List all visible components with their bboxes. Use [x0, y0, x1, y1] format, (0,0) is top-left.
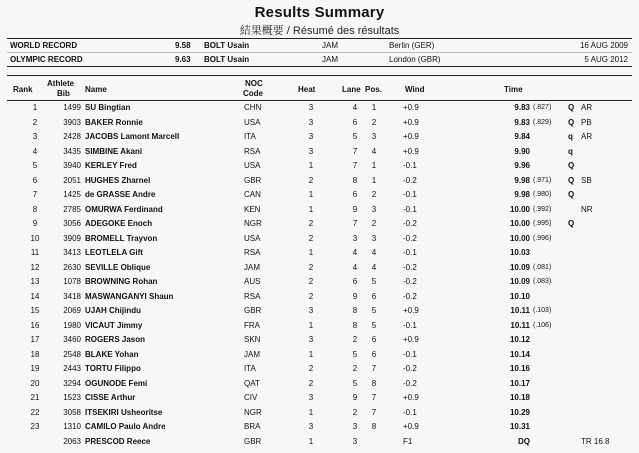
reaction-cell: (.081) [533, 263, 552, 271]
record-note-cell: AR [581, 103, 593, 112]
reaction-cell: (.996) [533, 234, 552, 242]
athlete-name: MASWANGANYI Shaun [85, 291, 174, 301]
bib-cell: 3413 [63, 248, 81, 257]
time-cell: 10.11 [510, 320, 530, 330]
heat-cell: 2 [308, 378, 314, 388]
reaction-cell: (.971) [533, 176, 552, 184]
time-cell: 10.10 [509, 291, 530, 301]
lane-cell: 5 [352, 378, 358, 388]
table-row [7, 275, 632, 290]
table-row [7, 261, 632, 276]
bib-cell: 1980 [63, 320, 81, 330]
wind-cell: +0.9 [403, 335, 419, 344]
table-row [7, 362, 632, 377]
noc-cell: GBR [244, 175, 262, 185]
noc-cell: GBR [244, 306, 262, 315]
wind-cell: +0.9 [403, 306, 419, 315]
rank-cell: 15 [30, 306, 40, 315]
record-date: 5 AUG 2012 [584, 55, 628, 64]
bib-cell: 1425 [63, 190, 81, 199]
table-row [7, 435, 632, 450]
reaction-cell: (.083) [533, 278, 552, 285]
position-cell: 7 [371, 407, 377, 417]
olympic-record-row [7, 52, 632, 66]
bib-cell: 2630 [63, 262, 81, 272]
record-note-cell: PB [581, 117, 592, 127]
time-cell: 10.12 [509, 335, 530, 344]
lane-cell: 6 [352, 190, 358, 199]
records-box [7, 38, 632, 67]
position-cell: 4 [371, 262, 377, 272]
time-cell: 9.90 [514, 146, 530, 156]
wind-cell: -0.1 [403, 161, 417, 170]
qualifier-cell: q [568, 132, 573, 141]
heat-cell: 3 [308, 393, 314, 402]
time-cell: 9.96 [514, 161, 530, 170]
record-label: WORLD RECORD [10, 41, 78, 50]
bib-cell: 2548 [63, 349, 81, 359]
athlete-name: OMURWA Ferdinand [85, 204, 163, 214]
time-cell: 10.09 [509, 262, 530, 272]
lane-cell: 6 [352, 277, 358, 286]
athlete-name: VICAUT Jimmy [85, 320, 143, 330]
position-cell: 1 [371, 175, 377, 185]
table-row [7, 290, 632, 305]
position-cell: 5 [371, 277, 377, 286]
record-venue: London (GBR) [389, 55, 441, 64]
wind-cell: +0.9 [403, 117, 419, 127]
table-row [7, 159, 632, 174]
col-bib-line2: Bib [57, 89, 70, 98]
record-holder: BOLT Usain [204, 55, 250, 64]
athlete-name: ITSEKIRI Usheoritse [85, 407, 163, 417]
col-heat: Heat [298, 85, 316, 94]
rank-cell: 7 [32, 190, 38, 199]
heat-cell: 1 [308, 190, 314, 199]
rank-cell: 5 [32, 161, 38, 170]
col-name: Name [85, 85, 107, 94]
qualifier-cell: Q [568, 161, 575, 170]
lane-cell: 2 [352, 364, 358, 373]
lane-cell: 7 [352, 219, 358, 228]
position-cell: 3 [371, 132, 377, 141]
position-cell: 1 [371, 103, 377, 112]
noc-cell: USA [244, 233, 261, 243]
lane-cell: 9 [352, 291, 358, 301]
athlete-name: BROWNING Rohan [85, 277, 158, 286]
time-cell: DQ [518, 436, 530, 446]
rank-cell: 23 [30, 422, 40, 431]
table-row [7, 333, 632, 348]
noc-cell: CHN [244, 103, 262, 112]
heat-cell: 1 [308, 161, 314, 170]
position-cell: 4 [371, 248, 377, 257]
heat-cell: 3 [308, 335, 314, 344]
athlete-name: PRESCOD Reece [85, 436, 151, 446]
table-row [7, 174, 632, 189]
wind-cell: -0.2 [403, 175, 417, 185]
reaction-cell: (.995) [533, 220, 552, 227]
position-cell: 8 [371, 378, 377, 388]
noc-cell: CAN [244, 190, 261, 199]
rank-cell: 6 [32, 175, 38, 185]
heat-cell: 3 [308, 146, 314, 156]
rank-cell: 21 [30, 393, 40, 402]
reaction-cell: (.106) [533, 321, 552, 329]
heat-cell: 2 [308, 364, 314, 373]
wind-cell: -0.2 [403, 291, 417, 301]
position-cell: 7 [371, 393, 377, 402]
bib-cell: 3460 [63, 335, 81, 344]
col-bib-line1: Athlete [47, 79, 75, 88]
reaction-cell: (.103) [533, 307, 552, 314]
wind-cell: -0.1 [403, 204, 417, 214]
table-row [7, 377, 632, 392]
heat-cell: 3 [308, 117, 314, 127]
noc-cell: QAT [244, 378, 260, 388]
rank-cell: 8 [32, 204, 38, 214]
heat-cell: 2 [308, 262, 314, 272]
position-cell: 3 [371, 233, 377, 243]
rank-cell: 22 [30, 407, 40, 417]
noc-cell: NGR [244, 219, 262, 228]
col-time: Time [504, 85, 523, 94]
heat-cell: 2 [308, 219, 314, 228]
lane-cell: 9 [352, 393, 358, 402]
record-date: 16 AUG 2009 [579, 41, 628, 50]
rank-cell: 3 [32, 132, 38, 141]
qualifier-cell: Q [568, 117, 575, 127]
athlete-name: BAKER Ronnie [85, 117, 143, 127]
rank-cell: 2 [32, 117, 38, 127]
bib-cell: 2428 [63, 132, 81, 141]
rank-cell: 16 [30, 320, 40, 330]
reaction-cell: (.980) [533, 191, 552, 198]
time-cell: 9.98 [514, 190, 530, 199]
table-row [7, 348, 632, 363]
record-label: OLYMPIC RECORD [10, 55, 83, 64]
noc-cell: USA [244, 161, 261, 170]
heat-cell: 2 [308, 277, 314, 286]
athlete-name: ROGERS Jason [85, 335, 146, 344]
position-cell: 6 [371, 335, 377, 344]
table-row [7, 116, 632, 131]
time-cell: 9.84 [514, 132, 530, 141]
col-lane: Lane [342, 85, 361, 94]
athlete-name: TORTU Filippo [85, 364, 141, 373]
lane-cell: 7 [352, 161, 358, 170]
noc-cell: ITA [244, 364, 256, 373]
bib-cell: 3294 [63, 378, 81, 388]
noc-cell: USA [244, 117, 261, 127]
athlete-name: UJAH Chijindu [85, 306, 141, 315]
time-cell: 9.83 [514, 103, 530, 112]
rank-cell: 13 [30, 277, 40, 286]
qualifier-cell: q [568, 146, 573, 156]
lane-cell: 4 [352, 262, 358, 272]
bib-cell: 3418 [63, 291, 81, 301]
wind-cell: -0.2 [403, 219, 417, 228]
bib-cell: 1499 [63, 103, 81, 112]
rank-cell: 9 [32, 219, 38, 228]
position-cell: 2 [371, 219, 377, 228]
noc-cell: AUS [244, 277, 261, 286]
wind-cell: -0.1 [403, 190, 417, 199]
position-cell: 5 [371, 320, 377, 330]
heat-cell: 1 [308, 436, 314, 446]
athlete-name: SEVILLE Oblique [85, 262, 151, 272]
wind-cell: +0.9 [403, 422, 419, 431]
wind-cell: +0.9 [403, 132, 419, 141]
bib-cell: 2443 [63, 364, 81, 373]
time-cell: 10.18 [509, 393, 530, 402]
time-cell: 10.29 [509, 407, 530, 417]
rank-cell: 12 [30, 262, 40, 272]
time-cell: 10.00 [509, 204, 530, 214]
bib-cell: 3056 [63, 219, 81, 228]
rank-cell: 4 [32, 146, 38, 156]
wind-cell: -0.2 [403, 378, 417, 388]
rank-cell: 11 [30, 248, 40, 257]
rank-cell: 18 [30, 349, 40, 359]
noc-cell: GBR [244, 436, 262, 446]
table-row [7, 406, 632, 421]
position-cell: 1 [371, 161, 377, 170]
bib-cell: 1523 [63, 393, 81, 402]
position-cell: 4 [371, 146, 377, 156]
lane-cell: 3 [352, 422, 358, 431]
table-row [7, 130, 632, 145]
lane-cell: 9 [352, 204, 358, 214]
table-row [7, 391, 632, 406]
wind-cell: -0.2 [403, 233, 417, 243]
time-cell: 10.00 [509, 233, 530, 243]
wind-cell: -0.2 [403, 364, 417, 373]
results-table [7, 75, 632, 449]
bib-cell: 2051 [63, 175, 81, 185]
record-venue: Berlin (GER) [389, 41, 435, 50]
table-row [7, 420, 632, 435]
athlete-name: BROMELL Trayvon [85, 233, 158, 243]
heat-cell: 1 [308, 248, 314, 257]
record-time: 9.63 [175, 55, 191, 64]
rank-cell: 14 [30, 291, 40, 301]
lane-cell: 8 [352, 175, 358, 185]
world-record-row [7, 39, 632, 52]
bib-cell: 1310 [63, 422, 81, 431]
athlete-name: OGUNODE Femi [85, 378, 148, 388]
wind-cell: -0.2 [403, 277, 417, 286]
noc-cell: RSA [244, 248, 261, 257]
record-note-cell: SB [581, 175, 592, 185]
wind-cell: -0.1 [403, 320, 417, 330]
bib-cell: 3903 [63, 117, 81, 127]
qualifier-cell: Q [568, 103, 575, 112]
wind-cell: -0.2 [403, 262, 417, 272]
table-row [7, 188, 632, 203]
noc-cell: NGR [244, 407, 262, 417]
bib-cell: 3940 [63, 161, 81, 170]
qualifier-cell: Q [568, 219, 575, 228]
qualifier-cell: Q [568, 175, 575, 185]
time-cell: 10.11 [510, 306, 530, 315]
noc-cell: ITA [244, 132, 256, 141]
table-row [7, 319, 632, 334]
heat-cell: 2 [308, 291, 314, 301]
lane-cell: 5 [352, 132, 358, 141]
lane-cell: 4 [352, 103, 358, 112]
col-pos: Pos. [365, 85, 382, 94]
table-row [7, 101, 632, 116]
record-time: 9.58 [175, 41, 191, 50]
bib-cell: 2063 [63, 436, 81, 446]
athlete-name: JACOBS Lamont Marcell [85, 132, 180, 141]
table-row [7, 145, 632, 160]
athlete-name: BLAKE Yohan [85, 349, 139, 359]
position-cell: 6 [371, 291, 377, 301]
wind-cell: -0.1 [403, 248, 417, 257]
noc-cell: BRA [244, 422, 261, 431]
athlete-name: HUGHES Zharnel [85, 175, 151, 185]
heat-cell: 1 [308, 320, 314, 330]
results-body [7, 101, 632, 449]
athlete-name: LEOTLELA Gift [85, 248, 143, 257]
time-cell: 10.14 [509, 349, 530, 359]
time-cell: 10.16 [509, 364, 530, 373]
position-cell: 2 [371, 117, 377, 127]
heat-cell: 1 [308, 204, 314, 214]
noc-cell: JAM [244, 349, 260, 359]
lane-cell: 7 [352, 146, 358, 156]
heat-cell: 3 [308, 422, 314, 431]
lane-cell: 8 [352, 306, 358, 315]
position-cell: 6 [371, 349, 377, 359]
position-cell: 5 [371, 306, 377, 315]
athlete-name: SU Bingtian [85, 103, 131, 112]
position-cell: 8 [371, 422, 377, 431]
noc-cell: FRA [244, 320, 260, 330]
bib-cell: 1078 [63, 277, 81, 286]
heat-cell: 3 [308, 132, 314, 141]
noc-cell: JAM [244, 262, 260, 272]
col-noc-line1: NOC [245, 79, 263, 88]
page-title: Results Summary [254, 4, 385, 21]
position-cell: 7 [371, 364, 377, 373]
noc-cell: SKN [244, 335, 261, 344]
athlete-name: CAMILO Paulo Andre [85, 422, 166, 431]
lane-cell: 3 [352, 233, 358, 243]
reaction-cell: (.827) [533, 104, 552, 111]
col-rank: Rank [13, 85, 33, 94]
time-cell: 10.03 [509, 248, 530, 257]
wind-cell: F1 [403, 436, 413, 446]
time-cell: 10.00 [509, 219, 530, 228]
record-noc: JAM [322, 41, 338, 50]
bib-cell: 3909 [63, 233, 81, 243]
reaction-cell: (.992) [533, 205, 552, 213]
time-cell: 10.31 [509, 422, 530, 431]
heat-cell: 1 [308, 407, 314, 417]
time-cell: 9.98 [514, 175, 530, 185]
wind-cell: +0.9 [403, 393, 419, 402]
col-noc-line2: Code [243, 89, 263, 98]
noc-cell: RSA [244, 291, 261, 301]
lane-cell: 8 [352, 320, 358, 330]
reaction-cell: (.829) [533, 118, 552, 126]
bib-cell: 2785 [63, 204, 81, 214]
lane-cell: 5 [352, 349, 358, 359]
lane-cell: 2 [352, 335, 358, 344]
results-header [7, 75, 632, 101]
record-noc: JAM [322, 55, 338, 64]
page-subtitle: 結果概要 / Résumé des résultats [239, 25, 400, 37]
rank-cell: 20 [30, 378, 40, 388]
heat-cell: 3 [308, 306, 314, 315]
position-cell: 3 [371, 204, 377, 214]
wind-cell: -0.1 [403, 349, 417, 359]
lane-cell: 3 [352, 436, 358, 446]
table-row [7, 217, 632, 232]
heat-cell: 1 [308, 349, 314, 359]
record-holder: BOLT Usain [204, 41, 250, 50]
athlete-name: de GRASSE Andre [85, 190, 156, 199]
wind-cell: +0.9 [403, 146, 419, 156]
athlete-name: SIMBINE Akani [85, 146, 143, 156]
rank-cell: 1 [32, 103, 38, 112]
lane-cell: 6 [352, 117, 358, 127]
rank-cell: 10 [30, 233, 40, 243]
athlete-name: CISSE Arthur [85, 393, 136, 402]
time-cell: 10.17 [509, 378, 530, 388]
bib-cell: 3435 [63, 146, 81, 156]
time-cell: 10.09 [509, 277, 530, 286]
qualifier-cell: Q [568, 190, 575, 199]
table-row [7, 246, 632, 261]
time-cell: 9.83 [514, 117, 530, 127]
bib-cell: 3058 [63, 407, 81, 417]
position-cell: 2 [371, 190, 377, 199]
athlete-name: KERLEY Fred [85, 161, 137, 170]
record-note-cell: NR [581, 204, 593, 214]
lane-cell: 2 [352, 407, 358, 417]
noc-cell: KEN [244, 204, 261, 214]
lane-cell: 4 [352, 248, 358, 257]
noc-cell: RSA [244, 146, 261, 156]
bib-cell: 2069 [63, 306, 81, 315]
athlete-name: ADEGOKE Enoch [85, 219, 153, 228]
wind-cell: -0.1 [403, 407, 417, 417]
rank-cell: 17 [30, 335, 40, 344]
noc-cell: CIV [244, 393, 258, 402]
record-note-cell: TR 16.8 [581, 436, 610, 446]
rank-cell: 19 [30, 364, 40, 373]
heat-cell: 3 [308, 103, 314, 112]
record-note-cell: AR [581, 132, 593, 141]
heat-cell: 2 [308, 175, 314, 185]
table-row [7, 232, 632, 247]
table-row [7, 304, 632, 319]
table-row [7, 203, 632, 218]
wind-cell: +0.9 [403, 103, 419, 112]
col-wind: Wind [405, 85, 425, 94]
heat-cell: 2 [308, 233, 314, 243]
